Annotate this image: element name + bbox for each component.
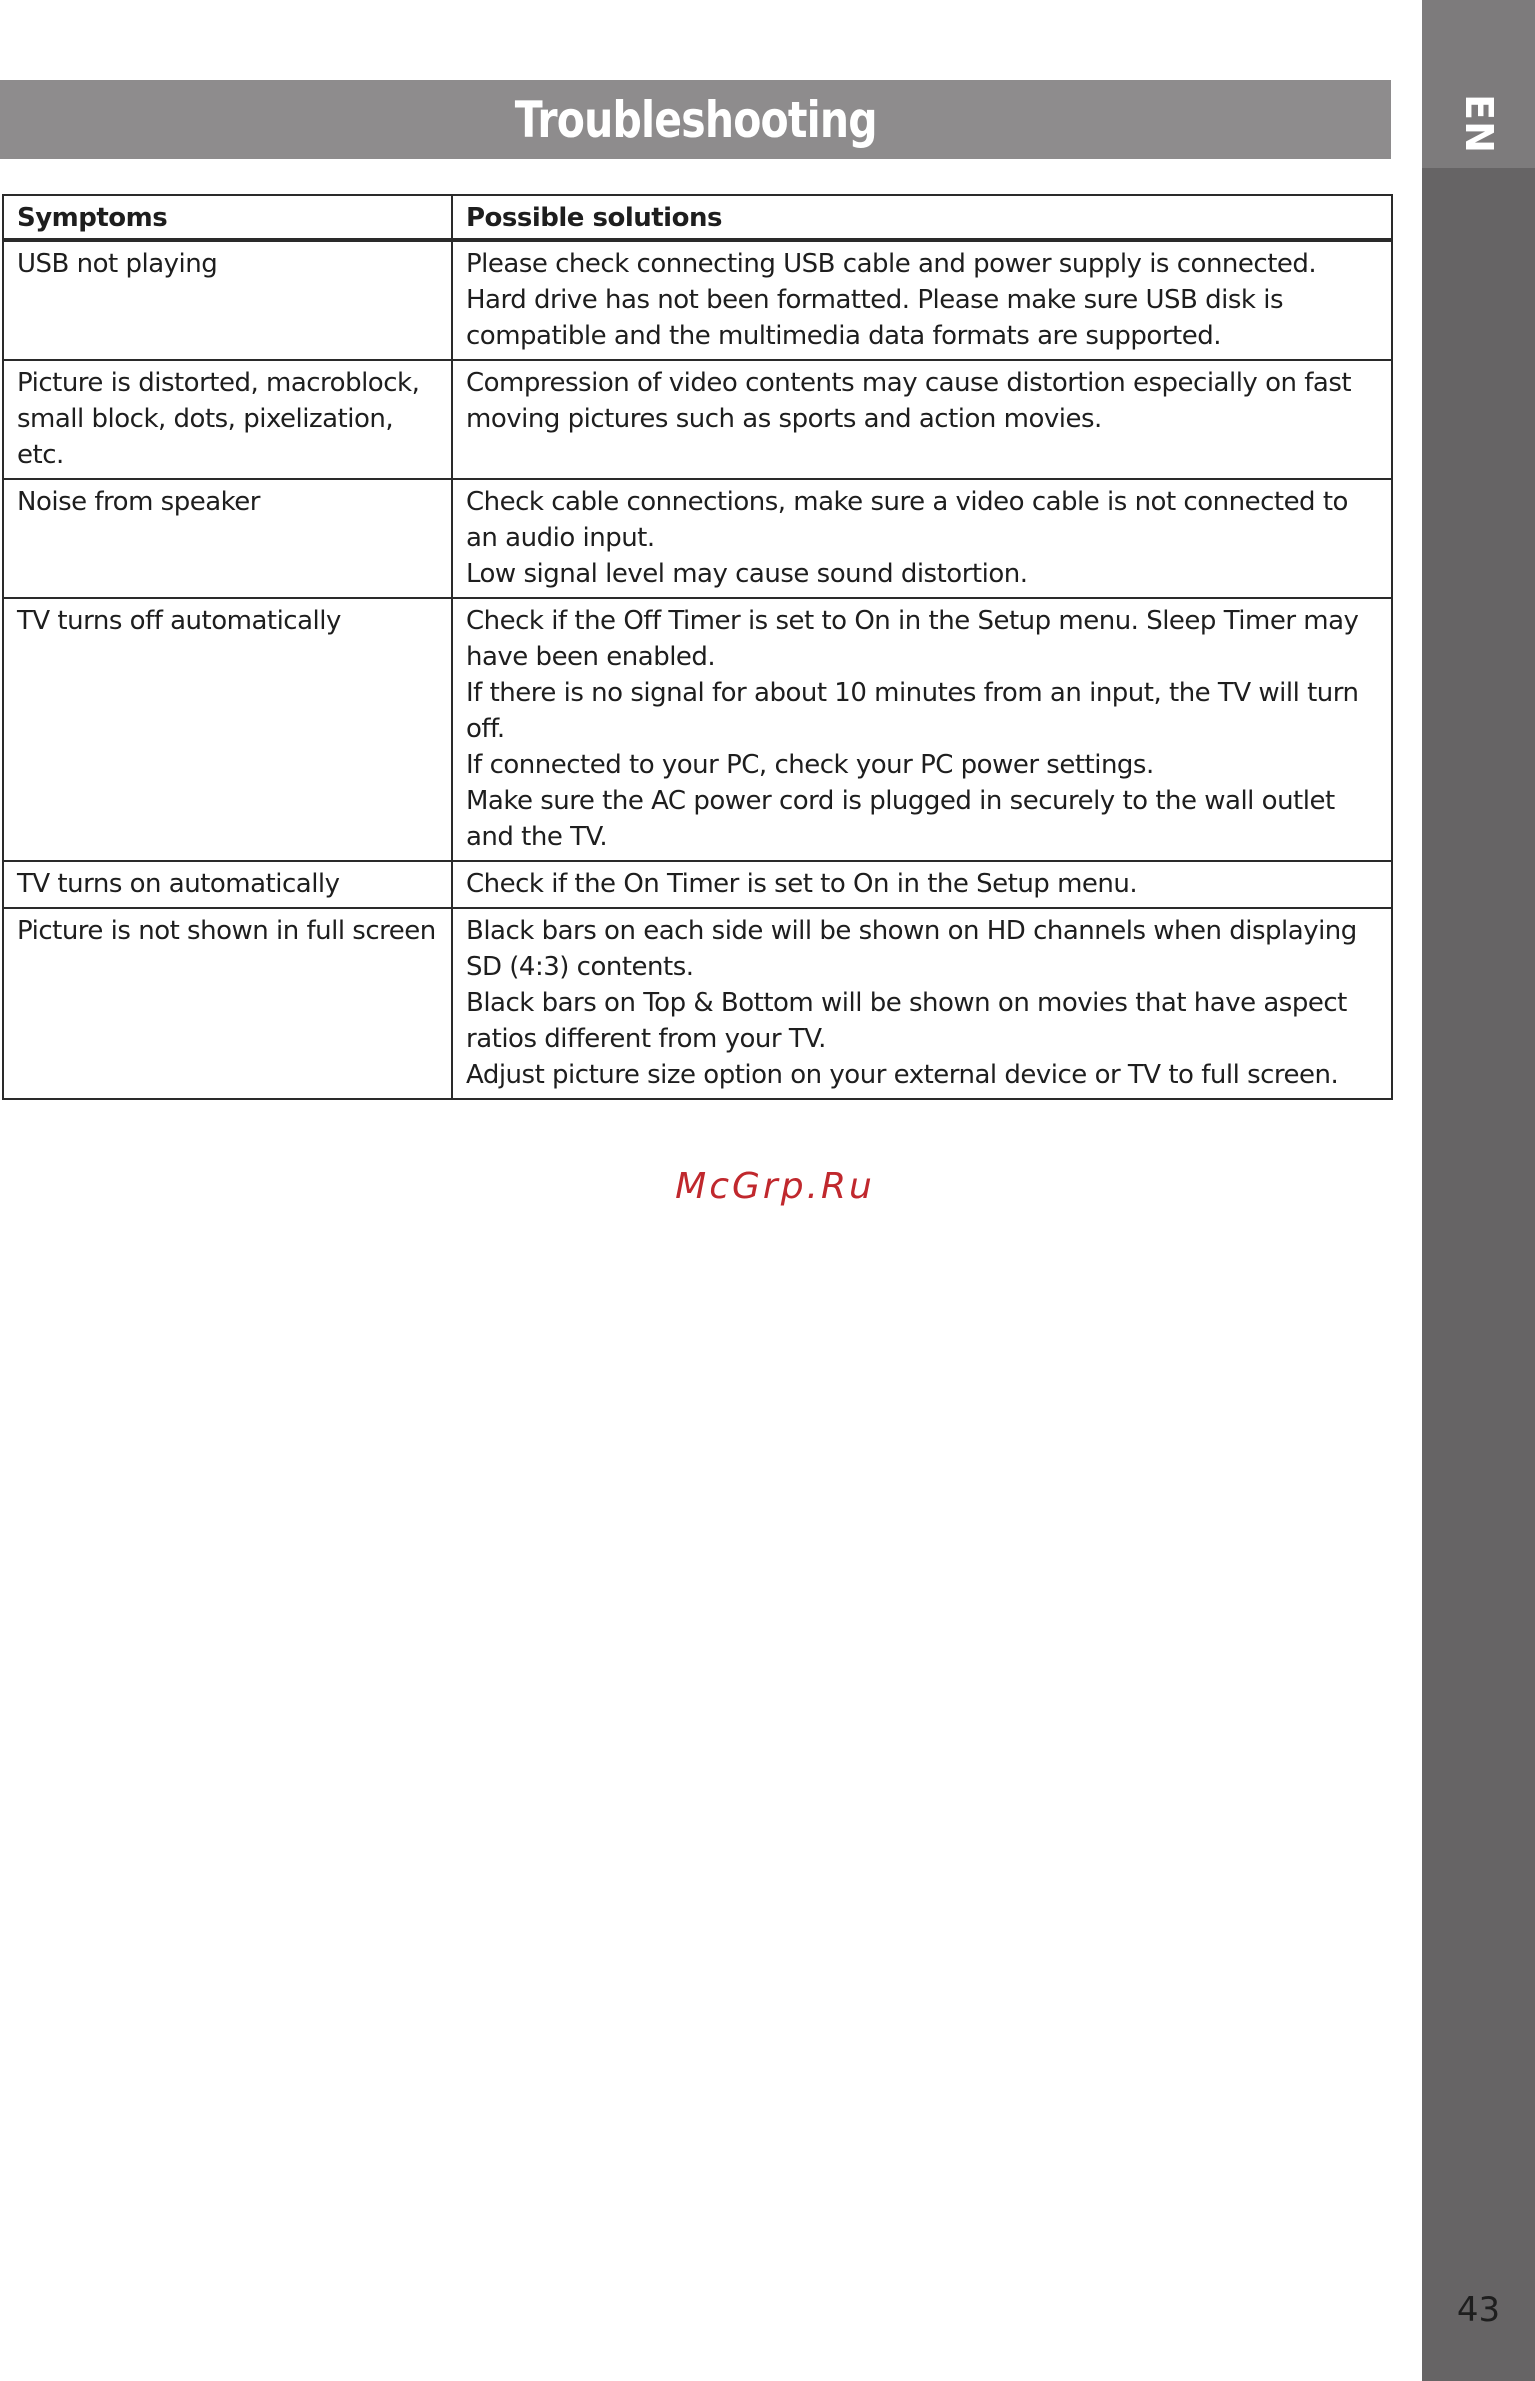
solution-text: If there is no signal for about 10 minutes from an input, the TV will turn off. [466,678,1359,744]
watermark-text: McGrp.Ru [675,1166,875,1207]
solution-cell [452,908,1392,1099]
solution-text: Compression of video contents may cause distortion especially on fast moving pictures such as sports and action movies. [466,368,1352,434]
solution-cell [452,479,1392,598]
symptom-cell [3,240,452,360]
solution-text: Check cable connections, make sure a video cable is not connected to an audio input. [466,487,1348,553]
symptom-text: Picture is distorted, macroblock, small block, dots, pixelization, etc. [17,368,420,470]
table-header-row [3,195,1392,240]
solution-cell [452,240,1392,360]
symptom-cell [3,861,452,908]
symptom-text: TV turns on automatically [17,869,340,899]
solution-text: Black bars on each side will be shown on HD channels when displaying SD (4:3) contents. [466,916,1357,982]
symptom-cell [3,908,452,1099]
symptom-cell [3,598,452,861]
table-row [3,861,1392,908]
solution-text: Please check connecting USB cable and power supply is connected. Hard drive has not been formatted. Please make sure USB disk is compatible and the multimedia data formats are supported. [466,249,1317,351]
table-row [3,479,1392,598]
solution-text: Check if the Off Timer is set to On in the Setup menu. Sleep Timer may have been enabled. [466,606,1359,672]
table-row [3,360,1392,479]
symptom-cell [3,360,452,479]
troubleshooting-table [2,194,1393,1100]
symptom-text: USB not playing [17,249,218,279]
table-row [3,240,1392,360]
table-row [3,908,1392,1099]
symptom-text: Noise from speaker [17,487,260,517]
language-tab-label: EN [1456,94,1501,154]
solution-text: Check if the On Timer is set to On in the Setup menu. [466,869,1138,899]
solution-text: Black bars on Top & Bottom will be shown on movies that have aspect ratios different from your TV. [466,988,1347,1054]
symptom-text: TV turns off automatically [17,606,341,636]
solution-text: Low signal level may cause sound distortion. [466,559,1028,589]
symptom-cell [3,479,452,598]
solution-cell [452,360,1392,479]
solution-text: Make sure the AC power cord is plugged in securely to the wall outlet and the TV. [466,786,1335,852]
symptom-text: Picture is not shown in full screen [17,916,436,946]
page-title: Troubleshooting [514,90,877,149]
table-row [3,598,1392,861]
solution-text: Adjust picture size option on your external device or TV to full screen. [466,1060,1339,1090]
title-banner [0,80,1391,159]
solution-cell [452,861,1392,908]
column-header-solutions: Possible solutions [452,195,1392,240]
page-number: 43 [1456,2290,1501,2330]
solution-cell [452,598,1392,861]
solution-text: If connected to your PC, check your PC power settings. [466,750,1154,780]
column-header-symptoms: Symptoms [3,195,452,240]
